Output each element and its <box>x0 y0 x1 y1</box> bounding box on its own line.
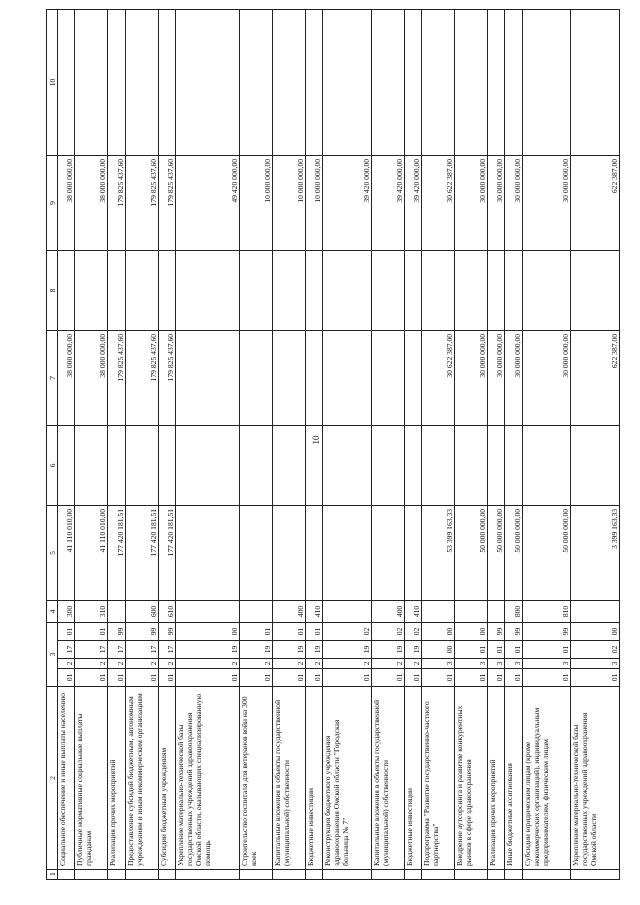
table-row <box>240 9 273 879</box>
row-col-10 <box>488 9 505 155</box>
row-code-part: 99 <box>488 622 505 640</box>
row-code-part: 00 <box>422 622 455 640</box>
row-col-5 <box>240 505 273 600</box>
row-col-8 <box>422 250 455 330</box>
row-code-part: 01 <box>306 622 323 640</box>
row-col-9: 10 000 000,00 <box>240 155 273 250</box>
row-code-part: 01 <box>273 669 306 687</box>
row-col-4 <box>323 600 372 622</box>
row-col-7: 622 387,00 <box>571 330 620 425</box>
row-col-9: 622 387,00 <box>571 155 620 250</box>
row-code-part: 02 <box>371 622 404 640</box>
row-col-7: 38 000 000,00 <box>58 330 75 425</box>
row-col-5: 177 420 181,51 <box>158 505 175 600</box>
row-col-8 <box>488 250 505 330</box>
row-col-9: 38 000 000,00 <box>75 155 108 250</box>
row-code-part: 17 <box>75 641 108 659</box>
row-name: Иные бюджетные ассигнования <box>505 687 522 870</box>
row-col-5 <box>273 505 306 600</box>
row-col-7 <box>175 330 239 425</box>
row-col-7 <box>323 330 372 425</box>
row-code-part: 2 <box>323 659 372 669</box>
row-name: Подпрограмма "Развитие государственно-частного партнерства" <box>422 687 455 870</box>
table-row <box>175 9 239 879</box>
row-col-6 <box>488 425 505 505</box>
row-col-6 <box>522 425 571 505</box>
row-col-1 <box>455 870 488 880</box>
row-col-9: 38 000 000,00 <box>58 155 75 250</box>
row-code-part: 01 <box>240 622 273 640</box>
row-col-5 <box>371 505 404 600</box>
row-col-6 <box>240 425 273 505</box>
row-col-4: 400 <box>371 600 404 622</box>
row-col-10 <box>522 9 571 155</box>
row-col-5 <box>404 505 421 600</box>
row-col-6 <box>75 425 108 505</box>
row-col-7: 179 825 437,60 <box>158 330 175 425</box>
table-row <box>488 9 505 879</box>
row-code-part: 01 <box>488 669 505 687</box>
row-col-1 <box>240 870 273 880</box>
row-col-10 <box>175 9 239 155</box>
row-code-part: 01 <box>422 669 455 687</box>
row-col-5: 41 110 010,00 <box>75 505 108 600</box>
row-col-7: 30 000 000,00 <box>455 330 488 425</box>
budget-table-container <box>46 30 620 880</box>
row-name: Бюджетные инвестиции <box>306 687 323 870</box>
row-col-7: 179 825 437,60 <box>108 330 125 425</box>
row-col-7: 30 622 387,00 <box>422 330 455 425</box>
row-col-6 <box>505 425 522 505</box>
table-row <box>404 9 421 879</box>
row-code-part: 01 <box>323 669 372 687</box>
row-col-7 <box>404 330 421 425</box>
row-code-part: 01 <box>522 669 571 687</box>
row-col-10 <box>455 9 488 155</box>
row-col-1 <box>505 870 522 880</box>
row-code-part: 17 <box>108 641 125 659</box>
row-name: Реализация прочих мероприятий <box>488 687 505 870</box>
row-col-10 <box>108 9 125 155</box>
row-code-part: 19 <box>240 641 273 659</box>
row-col-6 <box>58 425 75 505</box>
row-code-part: 99 <box>108 622 125 640</box>
row-col-7: 30 000 000,00 <box>488 330 505 425</box>
table-row <box>455 9 488 879</box>
row-col-1 <box>404 870 421 880</box>
row-name: Реализация прочих мероприятий <box>108 687 125 870</box>
row-code-part: 00 <box>455 622 488 640</box>
row-name: Строительство госпиталя для ветеранов войн на 300 коек <box>240 687 273 870</box>
row-col-6 <box>455 425 488 505</box>
row-code-part: 01 <box>58 669 75 687</box>
row-col-9: 30 000 000,00 <box>455 155 488 250</box>
row-col-6 <box>108 425 125 505</box>
row-code-part: 01 <box>175 669 239 687</box>
row-col-9: 39 420 000,00 <box>404 155 421 250</box>
row-col-5: 3 399 163,33 <box>571 505 620 600</box>
row-col-9: 30 000 000,00 <box>488 155 505 250</box>
row-col-4: 310 <box>75 600 108 622</box>
row-code-part: 3 <box>488 659 505 669</box>
row-name: Укрепление материально-технической базы государственных учреждений здравоохранения Омской области <box>571 687 620 870</box>
row-col-1 <box>108 870 125 880</box>
row-col-6 <box>323 425 372 505</box>
row-code-part: 99 <box>158 622 175 640</box>
row-col-7: 38 000 000,00 <box>75 330 108 425</box>
row-col-1 <box>371 870 404 880</box>
row-code-part: 2 <box>108 659 125 669</box>
row-code-part: 01 <box>75 669 108 687</box>
row-col-6 <box>273 425 306 505</box>
row-col-6 <box>422 425 455 505</box>
row-col-1 <box>488 870 505 880</box>
row-code-part: 2 <box>175 659 239 669</box>
row-col-8 <box>522 250 571 330</box>
row-col-8 <box>75 250 108 330</box>
row-col-4: 400 <box>273 600 306 622</box>
row-col-10 <box>323 9 372 155</box>
row-col-10 <box>371 9 404 155</box>
table-row <box>125 9 158 879</box>
row-col-5: 41 110 010,00 <box>58 505 75 600</box>
row-col-8 <box>505 250 522 330</box>
row-col-1 <box>125 870 158 880</box>
row-col-4: 810 <box>522 600 571 622</box>
row-col-4: 410 <box>306 600 323 622</box>
row-col-5: 53 399 163,33 <box>422 505 455 600</box>
row-col-5 <box>175 505 239 600</box>
row-code-part: 00 <box>571 622 620 640</box>
row-col-8 <box>273 250 306 330</box>
row-col-7 <box>371 330 404 425</box>
row-code-part: 02 <box>571 641 620 659</box>
row-code-part: 19 <box>273 641 306 659</box>
row-col-7: 30 000 000,00 <box>522 330 571 425</box>
row-col-5: 50 000 000,00 <box>522 505 571 600</box>
row-code-part: 01 <box>571 669 620 687</box>
row-code-part: 2 <box>125 659 158 669</box>
row-col-1 <box>75 870 108 880</box>
row-code-part: 01 <box>306 669 323 687</box>
row-col-6 <box>175 425 239 505</box>
table-row <box>108 9 125 879</box>
row-col-8 <box>371 250 404 330</box>
row-code-part: 01 <box>505 669 522 687</box>
row-code-part: 01 <box>522 641 571 659</box>
table-row <box>522 9 571 879</box>
row-code-part: 3 <box>522 659 571 669</box>
row-col-7 <box>273 330 306 425</box>
row-col-10 <box>422 9 455 155</box>
row-col-9: 39 420 000,00 <box>371 155 404 250</box>
table-row <box>158 9 175 879</box>
row-name: Капитальные вложения в объекты государственной (муниципальной) собственности <box>371 687 404 870</box>
header-cell-8: 8 <box>47 250 58 330</box>
row-col-1 <box>158 870 175 880</box>
row-col-4: 410 <box>404 600 421 622</box>
row-col-10 <box>58 9 75 155</box>
row-col-8 <box>323 250 372 330</box>
row-col-9: 30 622 387,00 <box>422 155 455 250</box>
row-name: Капитальные вложения в объекты государственной (муниципальной) собственности <box>273 687 306 870</box>
row-col-4: 600 <box>125 600 158 622</box>
row-code-part: 2 <box>404 659 421 669</box>
header-cell-1: 1 <box>47 870 58 880</box>
row-col-9: 10 000 000,00 <box>306 155 323 250</box>
row-code-part: 01 <box>58 622 75 640</box>
row-col-5: 177 420 181,51 <box>125 505 158 600</box>
row-name: Предоставление субсидий бюджетным, автономным учреждениям и иным некоммерческим организациям <box>125 687 158 870</box>
row-col-10 <box>125 9 158 155</box>
header-cell-2: 2 <box>47 687 58 870</box>
row-col-9: 179 825 437,60 <box>158 155 175 250</box>
header-cell-5: 5 <box>47 505 58 600</box>
row-col-9: 30 000 000,00 <box>505 155 522 250</box>
row-col-6 <box>571 425 620 505</box>
row-code-part: 2 <box>306 659 323 669</box>
row-code-part: 01 <box>488 641 505 659</box>
row-code-part: 17 <box>158 641 175 659</box>
row-code-part: 2 <box>273 659 306 669</box>
row-col-1 <box>522 870 571 880</box>
row-code-part: 19 <box>371 641 404 659</box>
row-col-7: 30 000 000,00 <box>505 330 522 425</box>
row-col-8 <box>158 250 175 330</box>
row-col-4: 610 <box>158 600 175 622</box>
row-code-part: 2 <box>158 659 175 669</box>
row-code-part: 02 <box>404 622 421 640</box>
row-code-part: 01 <box>455 669 488 687</box>
table-row <box>58 9 75 879</box>
row-code-part: 3 <box>571 659 620 669</box>
row-col-10 <box>273 9 306 155</box>
header-cell-9: 9 <box>47 155 58 250</box>
row-code-part: 3 <box>505 659 522 669</box>
row-code-part: 02 <box>323 622 372 640</box>
row-col-7: 179 825 437,60 <box>125 330 158 425</box>
row-code-part: 99 <box>522 622 571 640</box>
row-code-part: 2 <box>240 659 273 669</box>
row-col-5: 50 000 000,00 <box>488 505 505 600</box>
row-code-part: 01 <box>108 669 125 687</box>
row-col-6 <box>158 425 175 505</box>
page-number: 10 <box>311 435 321 445</box>
header-cell-10: 10 <box>47 9 58 155</box>
row-code-part: 01 <box>273 622 306 640</box>
header-cell-7: 7 <box>47 330 58 425</box>
header-cell-4: 4 <box>47 600 58 622</box>
row-col-6 <box>371 425 404 505</box>
row-code-part: 99 <box>505 622 522 640</box>
budget-table <box>46 9 620 880</box>
row-name: Внедрение аутсорсинга и развитие конкурентных рынков в сфере здравоохранения <box>455 687 488 870</box>
row-col-4: 800 <box>505 600 522 622</box>
table-row <box>505 9 522 879</box>
row-col-10 <box>240 9 273 155</box>
row-code-part: 01 <box>125 669 158 687</box>
row-col-7 <box>306 330 323 425</box>
row-col-8 <box>175 250 239 330</box>
row-col-10 <box>571 9 620 155</box>
row-col-4 <box>175 600 239 622</box>
row-code-part: 01 <box>404 669 421 687</box>
row-code-part: 01 <box>455 641 488 659</box>
row-code-part: 01 <box>371 669 404 687</box>
row-col-8 <box>240 250 273 330</box>
header-cell-3: 3 <box>47 622 58 686</box>
row-code-part: 01 <box>75 622 108 640</box>
row-col-1 <box>273 870 306 880</box>
row-col-4 <box>422 600 455 622</box>
row-code-part: 2 <box>58 659 75 669</box>
row-col-4 <box>455 600 488 622</box>
row-col-10 <box>505 9 522 155</box>
row-code-part: 00 <box>175 622 239 640</box>
table-row <box>371 9 404 879</box>
row-code-part: 2 <box>75 659 108 669</box>
row-name: Социальное обеспечение и иные выплаты населению <box>58 687 75 870</box>
row-col-4: 300 <box>58 600 75 622</box>
row-code-part: 19 <box>175 641 239 659</box>
row-name: Публичные нормативные социальные выплаты гражданам <box>75 687 108 870</box>
row-col-6 <box>404 425 421 505</box>
row-code-part: 17 <box>58 641 75 659</box>
row-col-10 <box>404 9 421 155</box>
row-col-5 <box>323 505 372 600</box>
table-row <box>571 9 620 879</box>
row-code-part: 2 <box>371 659 404 669</box>
row-col-10 <box>306 9 323 155</box>
row-col-6 <box>125 425 158 505</box>
row-col-1 <box>323 870 372 880</box>
row-col-5: 50 000 000,00 <box>505 505 522 600</box>
row-code-part: 01 <box>158 669 175 687</box>
row-col-1 <box>422 870 455 880</box>
row-col-6 <box>306 425 323 505</box>
row-name: Укрепление материально-технической базы государственных учреждений здравоохранения Омской области, оказывающих специализированную помощь <box>175 687 239 870</box>
row-col-9: 39 420 000,00 <box>323 155 372 250</box>
row-col-4 <box>571 600 620 622</box>
row-code-part: 3 <box>455 659 488 669</box>
row-col-1 <box>58 870 75 880</box>
row-col-5: 177 420 181,51 <box>108 505 125 600</box>
row-col-8 <box>571 250 620 330</box>
table-row <box>306 9 323 879</box>
row-code-part: 19 <box>306 641 323 659</box>
row-name: Субсидии бюджетным учреждениям <box>158 687 175 870</box>
table-row <box>75 9 108 879</box>
row-col-8 <box>125 250 158 330</box>
row-col-1 <box>571 870 620 880</box>
row-code-part: 00 <box>422 641 455 659</box>
row-col-9: 179 825 437,60 <box>108 155 125 250</box>
row-name: Реконструкция бюджетного учреждения здравоохранения Омской области "Городская больница № 7" <box>323 687 372 870</box>
row-col-8 <box>108 250 125 330</box>
row-col-8 <box>455 250 488 330</box>
rotated-page <box>46 30 620 880</box>
row-code-part: 99 <box>125 622 158 640</box>
row-col-5 <box>306 505 323 600</box>
row-col-5: 50 000 000,00 <box>455 505 488 600</box>
row-name: Субсидии юридическим лицам (кроме некоммерческих организаций), индивидуальным предпринимателям, физическим лицам <box>522 687 571 870</box>
row-col-4 <box>240 600 273 622</box>
table-row <box>273 9 306 879</box>
row-col-1 <box>175 870 239 880</box>
row-col-9: 10 000 000,00 <box>273 155 306 250</box>
header-row <box>47 9 58 879</box>
row-col-8 <box>306 250 323 330</box>
row-col-10 <box>75 9 108 155</box>
row-col-7 <box>240 330 273 425</box>
row-col-9: 30 000 000,00 <box>522 155 571 250</box>
row-col-8 <box>58 250 75 330</box>
row-code-part: 3 <box>422 659 455 669</box>
row-name: Бюджетные инвестиции <box>404 687 421 870</box>
row-code-part: 01 <box>240 669 273 687</box>
row-code-part: 19 <box>323 641 372 659</box>
row-code-part: 17 <box>125 641 158 659</box>
row-col-9: 49 420 000,00 <box>175 155 239 250</box>
row-col-1 <box>306 870 323 880</box>
header-cell-6: 6 <box>47 425 58 505</box>
row-code-part: 19 <box>404 641 421 659</box>
table-row <box>323 9 372 879</box>
row-col-9: 179 825 437,60 <box>125 155 158 250</box>
row-code-part: 01 <box>505 641 522 659</box>
row-col-10 <box>158 9 175 155</box>
row-col-4 <box>488 600 505 622</box>
row-col-4 <box>108 600 125 622</box>
table-row <box>422 9 455 879</box>
row-col-8 <box>404 250 421 330</box>
